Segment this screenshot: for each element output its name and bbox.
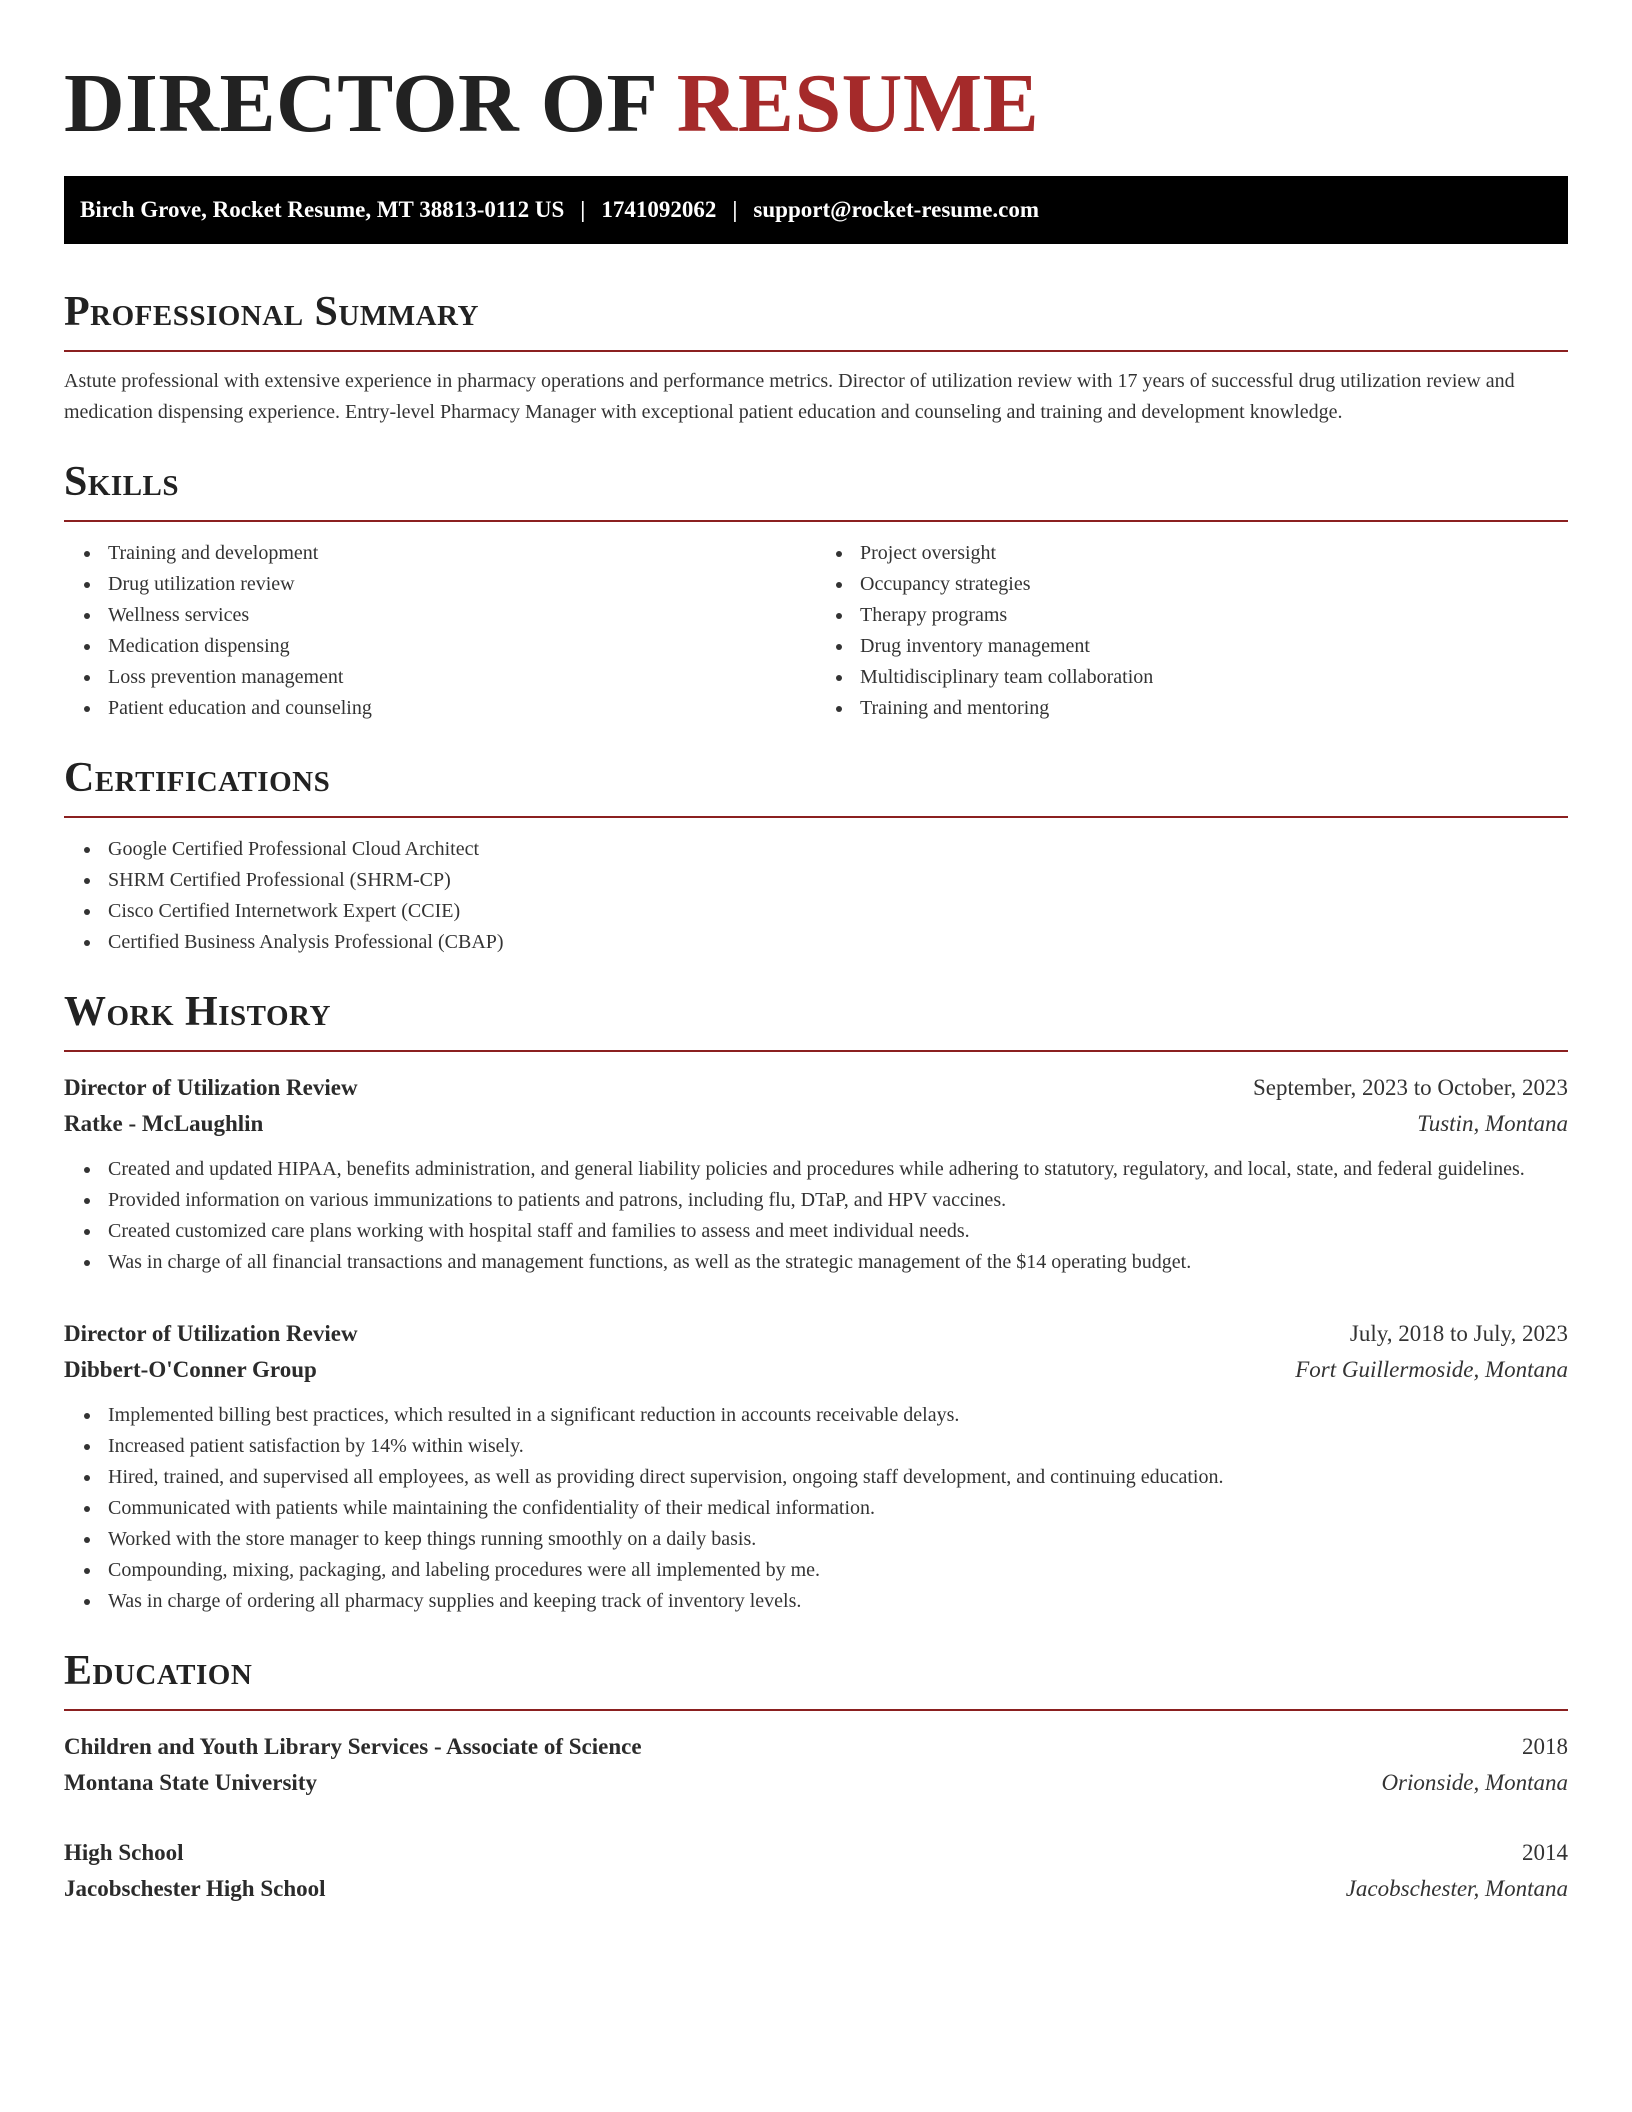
certifications-list bbox=[64, 834, 1568, 958]
job-bullet: Implemented billing best practices, which resulted in a significant reduction in accounts receivable delays. bbox=[64, 1400, 1568, 1431]
job-location: Fort Guillermoside, Montana bbox=[1295, 1357, 1568, 1382]
job-header-row bbox=[64, 1316, 1568, 1352]
resume-title bbox=[64, 56, 1568, 152]
education-degree-row bbox=[64, 1835, 1568, 1871]
job-bullets bbox=[64, 1154, 1568, 1278]
job-title: Director of Utilization Review bbox=[64, 1075, 358, 1100]
certification-item: SHRM Certified Professional (SHRM-CP) bbox=[64, 865, 1568, 896]
certifications-heading: Certifications bbox=[64, 754, 1568, 818]
education-school: Jacobschester High School bbox=[64, 1876, 326, 1901]
education-heading: Education bbox=[64, 1647, 1568, 1711]
education-section bbox=[64, 1647, 1568, 1907]
summary-section bbox=[64, 288, 1568, 428]
education-year: 2014 bbox=[1522, 1840, 1568, 1865]
skill-item: Drug inventory management bbox=[816, 631, 1568, 662]
contact-email: support@rocket-resume.com bbox=[753, 197, 1040, 222]
skills-list-right bbox=[816, 538, 1568, 724]
job-bullet: Created customized care plans working with hospital staff and families to assess and meet individual needs. bbox=[64, 1216, 1568, 1247]
skill-item: Patient education and counseling bbox=[64, 693, 816, 724]
education-school: Montana State University bbox=[64, 1770, 317, 1795]
job-company-row bbox=[64, 1106, 1568, 1142]
skill-item: Loss prevention management bbox=[64, 662, 816, 693]
job-bullet: Communicated with patients while maintaining the confidentiality of their medical information. bbox=[64, 1493, 1568, 1524]
skills-grid bbox=[64, 538, 1568, 724]
job-dates: July, 2018 to July, 2023 bbox=[1349, 1321, 1568, 1346]
education-school-row bbox=[64, 1765, 1568, 1801]
education-entry bbox=[64, 1729, 1568, 1801]
contact-separator: | bbox=[580, 197, 586, 222]
job-bullets bbox=[64, 1400, 1568, 1617]
contact-bar bbox=[64, 176, 1568, 244]
summary-text: Astute professional with extensive experience in pharmacy operations and performance metrics. Director of utilization review with 17 years of successful drug utilization review and medication dispensing experience. Entry-level Pharmacy Manager with exceptional patient education and counseling and training and development knowledge. bbox=[64, 370, 1515, 423]
skill-item: Occupancy strategies bbox=[816, 569, 1568, 600]
skill-item: Project oversight bbox=[816, 538, 1568, 569]
contact-address: Birch Grove, Rocket Resume, MT 38813-0112 US bbox=[80, 197, 565, 222]
resume-title-main: DIRECTOR OF bbox=[64, 57, 656, 150]
job-location: Tustin, Montana bbox=[1417, 1111, 1568, 1136]
job-entry bbox=[64, 1070, 1568, 1278]
job-bullet: Worked with the store manager to keep things running smoothly on a daily basis. bbox=[64, 1524, 1568, 1555]
job-company: Dibbert-O'Conner Group bbox=[64, 1357, 317, 1382]
job-bullet: Increased patient satisfaction by 14% within wisely. bbox=[64, 1431, 1568, 1462]
job-header-row bbox=[64, 1070, 1568, 1106]
job-bullet: Was in charge of all financial transactions and management functions, as well as the strategic management of the $14 operating budget. bbox=[64, 1247, 1568, 1278]
resume-title-accent: RESUME bbox=[676, 57, 1040, 150]
education-degree-row bbox=[64, 1729, 1568, 1765]
certifications-section bbox=[64, 754, 1568, 958]
certification-item: Google Certified Professional Cloud Architect bbox=[64, 834, 1568, 865]
skill-item: Multidisciplinary team collaboration bbox=[816, 662, 1568, 693]
job-company-row bbox=[64, 1352, 1568, 1388]
skill-item: Medication dispensing bbox=[64, 631, 816, 662]
skills-list-left bbox=[64, 538, 816, 724]
skill-item: Training and development bbox=[64, 538, 816, 569]
contact-phone: 1741092062 bbox=[601, 197, 717, 222]
skill-item: Drug utilization review bbox=[64, 569, 816, 600]
job-entry bbox=[64, 1316, 1568, 1617]
work-history-section bbox=[64, 988, 1568, 1617]
education-school-row bbox=[64, 1871, 1568, 1907]
skill-item: Therapy programs bbox=[816, 600, 1568, 631]
skills-section bbox=[64, 458, 1568, 724]
job-company: Ratke - McLaughlin bbox=[64, 1111, 264, 1136]
education-entry bbox=[64, 1835, 1568, 1907]
skill-item: Wellness services bbox=[64, 600, 816, 631]
skill-item: Training and mentoring bbox=[816, 693, 1568, 724]
job-bullet: Provided information on various immunizations to patients and patrons, including flu, DTaP, and HPV vaccines. bbox=[64, 1185, 1568, 1216]
job-title: Director of Utilization Review bbox=[64, 1321, 358, 1346]
education-year: 2018 bbox=[1522, 1734, 1568, 1759]
education-location: Jacobschester, Montana bbox=[1345, 1876, 1568, 1901]
job-bullet: Hired, trained, and supervised all employees, as well as providing direct supervision, ongoing staff development, and continuing education. bbox=[64, 1462, 1568, 1493]
work-history-heading: Work History bbox=[64, 988, 1568, 1052]
education-location: Orionside, Montana bbox=[1381, 1770, 1568, 1795]
skills-heading: Skills bbox=[64, 458, 1568, 522]
summary-heading: Professional Summary bbox=[64, 288, 1568, 352]
contact-separator: | bbox=[732, 197, 738, 222]
job-bullet: Compounding, mixing, packaging, and labeling procedures were all implemented by me. bbox=[64, 1555, 1568, 1586]
education-degree: High School bbox=[64, 1840, 184, 1865]
education-degree: Children and Youth Library Services - Associate of Science bbox=[64, 1734, 642, 1759]
job-bullet: Was in charge of ordering all pharmacy supplies and keeping track of inventory levels. bbox=[64, 1586, 1568, 1617]
job-bullet: Created and updated HIPAA, benefits administration, and general liability policies and procedures while adhering to statutory, regulatory, and local, state, and federal guidelines. bbox=[64, 1154, 1568, 1185]
certification-item: Certified Business Analysis Professional (CBAP) bbox=[64, 927, 1568, 958]
certification-item: Cisco Certified Internetwork Expert (CCIE) bbox=[64, 896, 1568, 927]
job-dates: September, 2023 to October, 2023 bbox=[1253, 1075, 1568, 1100]
